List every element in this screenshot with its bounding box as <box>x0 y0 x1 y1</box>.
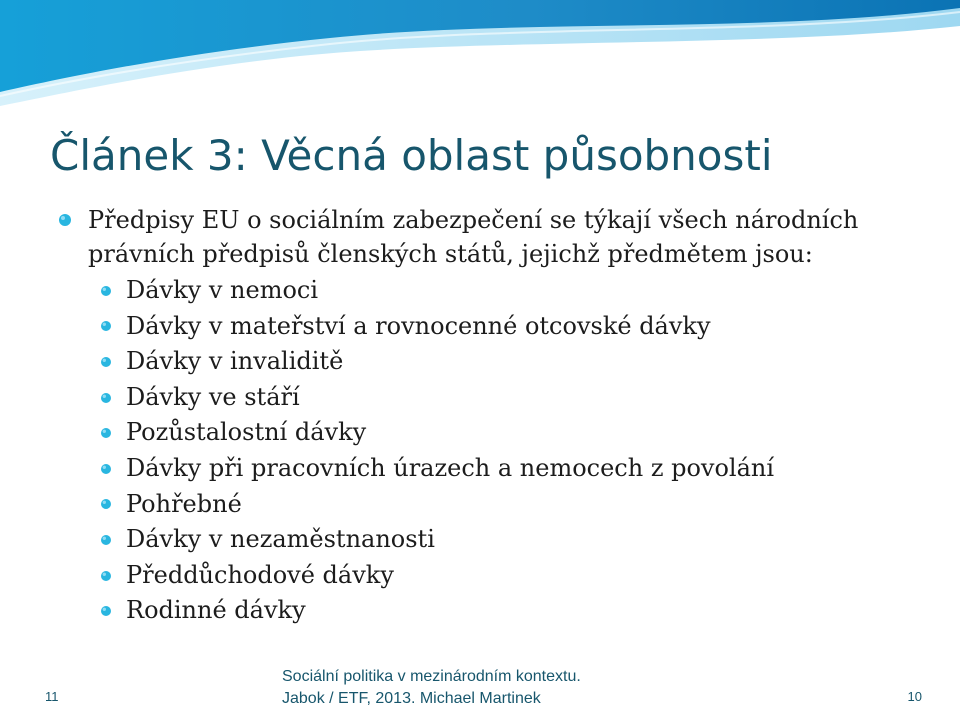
slide-footer <box>0 662 960 720</box>
list-item-text: Dávky ve stáří <box>126 382 300 411</box>
list-item <box>58 522 898 558</box>
bullet-icon <box>100 558 112 594</box>
bullet-icon <box>100 380 112 416</box>
footer-line-1: Sociální politika v mezinárodním kontextu. <box>282 668 581 685</box>
list-item <box>58 593 898 629</box>
bullet-icon <box>100 273 112 309</box>
list-item <box>58 273 898 309</box>
list-item <box>58 451 898 487</box>
list-item <box>58 380 898 416</box>
bullet-icon <box>100 309 112 345</box>
list-item-text: Dávky v mateřství a rovnocenné otcovské dávky <box>126 311 711 340</box>
list-item <box>58 344 898 380</box>
list-item <box>58 558 898 594</box>
slide-content <box>58 203 898 629</box>
list-item-text: Pozůstalostní dávky <box>126 418 367 447</box>
list-item-text: Rodinné dávky <box>126 596 306 625</box>
list-item-text: Pohřebné <box>126 489 242 518</box>
list-item-text: Dávky v nezaměstnanosti <box>126 525 435 554</box>
bullet-icon <box>100 415 112 451</box>
list-item-text: Předdůchodové dávky <box>126 560 394 589</box>
list-item-text: Dávky v invaliditě <box>126 347 344 376</box>
bullet-icon <box>100 344 112 380</box>
page-number-right: 10 <box>907 689 922 704</box>
bullet-icon <box>100 451 112 487</box>
main-bullet-text: Předpisy EU o sociálním zabezpečení se týkají všech národních právních předpisů členských států, jejichž předmětem jsou: <box>88 206 859 268</box>
bullet-icon <box>100 487 112 523</box>
list-item-text: Dávky v nemoci <box>126 276 319 304</box>
list-item <box>58 415 898 451</box>
main-bullet <box>58 203 898 271</box>
header-wave-decoration <box>0 0 960 120</box>
list-item <box>58 487 898 523</box>
list-item <box>58 309 898 345</box>
bullet-icon <box>100 593 112 629</box>
slide-title: Článek 3: Věcná oblast působnosti <box>50 131 773 180</box>
bullet-icon <box>58 203 72 237</box>
footer-text <box>282 666 581 710</box>
page-number-left: 11 <box>45 689 59 704</box>
list-item-text: Dávky při pracovních úrazech a nemocech z povolání <box>126 453 775 482</box>
benefits-list <box>58 273 898 629</box>
footer-line-2: Jabok / ETF, 2013. Michael Martinek <box>282 690 541 707</box>
bullet-icon <box>100 522 112 558</box>
